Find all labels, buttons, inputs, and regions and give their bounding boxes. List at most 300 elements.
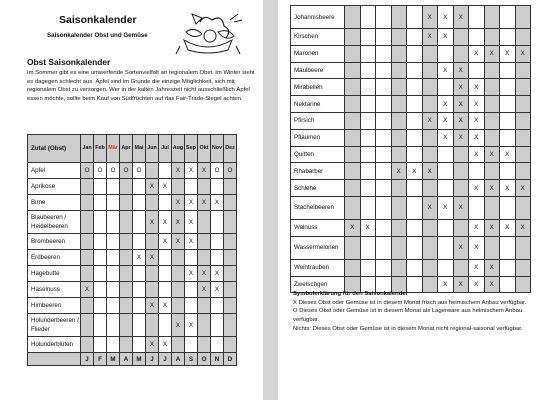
month-cell: X [391, 163, 407, 180]
month-cell [407, 79, 423, 96]
table-row [28, 250, 237, 266]
month-cell: X [453, 96, 469, 113]
month-cell: X [500, 146, 516, 163]
month-cell [107, 211, 120, 234]
month-cell [484, 62, 500, 79]
month-cell [438, 219, 454, 236]
month-cell: X [453, 112, 469, 129]
month-footer: S [185, 353, 198, 366]
month-cell [146, 163, 159, 179]
month-cell [484, 29, 500, 46]
month-cell: X [484, 180, 500, 197]
month-cell [360, 79, 376, 96]
month-cell [360, 62, 376, 79]
month-cell [407, 62, 423, 79]
month-cell: X [345, 219, 361, 236]
month-header: Jun [146, 135, 159, 163]
month-footer: D [224, 353, 237, 366]
month-cell: X [484, 219, 500, 236]
table-row [291, 112, 531, 129]
month-header: Sep [185, 135, 198, 163]
month-cell [172, 266, 185, 282]
fruit-name-cell: Schlehe [291, 180, 345, 197]
month-cell [345, 180, 361, 197]
month-cell [211, 250, 224, 266]
month-cell [345, 196, 361, 219]
month-cell: X [211, 195, 224, 211]
month-cell: X [422, 196, 438, 219]
table-row [291, 129, 531, 146]
month-cell [94, 298, 107, 314]
month-cell [515, 129, 531, 146]
fruit-name-cell: Pflaumen [291, 129, 345, 146]
month-cell [81, 234, 94, 250]
month-footer: O [198, 353, 211, 366]
footer-label-cell [28, 353, 81, 366]
month-cell [500, 196, 516, 219]
month-cell [94, 314, 107, 337]
month-cell: X [185, 266, 198, 282]
month-cell [107, 337, 120, 353]
month-cell [224, 195, 237, 211]
month-cell [172, 337, 185, 353]
month-cell [133, 211, 146, 234]
month-cell [422, 129, 438, 146]
month-cell [211, 179, 224, 195]
month-cell [120, 282, 133, 298]
month-cell [345, 236, 361, 259]
fruit-name-cell: Holunderblüten [28, 337, 81, 353]
table-row [291, 62, 531, 79]
month-cell [345, 146, 361, 163]
month-cell [453, 219, 469, 236]
month-cell: X [159, 298, 172, 314]
month-cell: X [469, 236, 485, 259]
month-cell [198, 250, 211, 266]
month-header: Dez [224, 135, 237, 163]
month-cell: X [159, 337, 172, 353]
month-cell [376, 196, 392, 219]
month-cell [133, 314, 146, 337]
month-cell [120, 179, 133, 195]
month-cell: X [422, 163, 438, 180]
month-cell: X [484, 259, 500, 276]
month-cell: X [198, 266, 211, 282]
month-cell [376, 146, 392, 163]
month-cell [185, 337, 198, 353]
month-cell [407, 45, 423, 62]
intro-paragraph: Im Sommer gibt es eine umwerfende Sortenvielfalt an regionalem Obst. Im Winter sieht es dagegen schlecht aus. Äpfel sind im Grunde die einzige Möglichkeit, sich mit regionalem Obst zu versorgen. Wer in der kalten Jahreszeit nicht ausschließlich Äpfel essen möchte, sollte beim Kauf von Südfrüchten auf das Fair-Trade-Siegel achten. [27, 70, 255, 102]
legend-title: Symbolerklärung für den Saisonkalender [293, 291, 408, 297]
month-cell [159, 195, 172, 211]
month-cell [360, 96, 376, 113]
month-cell [469, 6, 485, 29]
month-cell [133, 298, 146, 314]
month-cell [422, 146, 438, 163]
month-cell: X [146, 211, 159, 234]
month-cell [376, 29, 392, 46]
table-row [28, 163, 237, 179]
month-cell [198, 314, 211, 337]
month-cell [146, 282, 159, 298]
month-cell [146, 266, 159, 282]
month-cell [376, 6, 392, 29]
month-footer: F [94, 353, 107, 366]
month-cell [391, 6, 407, 29]
month-header: Apr [120, 135, 133, 163]
month-cell [133, 195, 146, 211]
month-cell [515, 29, 531, 46]
month-cell [107, 195, 120, 211]
table-row [291, 96, 531, 113]
month-cell [211, 211, 224, 234]
month-cell: X [453, 6, 469, 29]
month-cell: X [453, 276, 469, 293]
month-cell: X [185, 211, 198, 234]
month-cell [376, 62, 392, 79]
month-cell [224, 314, 237, 337]
month-cell [360, 163, 376, 180]
month-header: Mär [107, 135, 120, 163]
month-cell [515, 196, 531, 219]
month-cell [360, 112, 376, 129]
month-cell [345, 45, 361, 62]
month-cell [500, 6, 516, 29]
month-cell: X [453, 129, 469, 146]
month-cell [515, 236, 531, 259]
month-cell [345, 259, 361, 276]
month-cell: X [453, 196, 469, 219]
month-cell [107, 250, 120, 266]
month-cell: O [120, 163, 133, 179]
month-cell: X [172, 195, 185, 211]
legend [293, 290, 533, 334]
fruit-name-cell: Nektarine [291, 96, 345, 113]
month-cell [469, 196, 485, 219]
month-cell: X [198, 282, 211, 298]
month-cell [360, 29, 376, 46]
month-cell [81, 179, 94, 195]
month-cell: X [146, 337, 159, 353]
month-cell [407, 196, 423, 219]
month-cell [211, 314, 224, 337]
month-cell [120, 250, 133, 266]
month-cell [172, 179, 185, 195]
month-cell [211, 234, 224, 250]
month-cell [120, 337, 133, 353]
month-cell [198, 234, 211, 250]
month-header: Jul [159, 135, 172, 163]
month-cell: X [172, 211, 185, 234]
month-cell: X [469, 180, 485, 197]
fruit-name-cell: Wassermelonen [291, 236, 345, 259]
month-cell [120, 195, 133, 211]
month-cell [453, 259, 469, 276]
month-cell: O [107, 163, 120, 179]
table-row [291, 180, 531, 197]
month-cell [133, 266, 146, 282]
month-cell: X [484, 146, 500, 163]
month-cell: X [133, 250, 146, 266]
month-cell: X [469, 129, 485, 146]
month-cell [422, 236, 438, 259]
fruit-name-cell: Birne [28, 195, 81, 211]
month-cell [81, 195, 94, 211]
table-row [28, 298, 237, 314]
month-cell [94, 195, 107, 211]
fruit-name-cell: Blaubeeren / Heidelbeeren [28, 211, 81, 234]
month-cell [94, 337, 107, 353]
month-cell: X [438, 276, 454, 293]
month-cell [146, 195, 159, 211]
month-cell: X [360, 219, 376, 236]
legend-x-text: X Dieses Obst oder Gemüse ist in diesem Monat frisch aus heimischem Anbau verfügbar. [293, 299, 527, 306]
month-cell [345, 129, 361, 146]
month-header: Okt [198, 135, 211, 163]
fruit-name-cell: Quitten [291, 146, 345, 163]
month-cell [438, 45, 454, 62]
month-cell [224, 211, 237, 234]
month-cell [345, 163, 361, 180]
fruit-name-cell: Erdbeeren [28, 250, 81, 266]
month-cell [185, 250, 198, 266]
month-cell: O [224, 163, 237, 179]
month-cell [224, 266, 237, 282]
month-cell: X [172, 314, 185, 337]
month-cell: O [94, 163, 107, 179]
month-cell [515, 6, 531, 29]
month-cell: X [159, 211, 172, 234]
month-cell [391, 96, 407, 113]
month-cell: X [438, 112, 454, 129]
month-cell [453, 29, 469, 46]
month-cell [345, 96, 361, 113]
month-cell: X [422, 112, 438, 129]
month-cell: X [500, 45, 516, 62]
month-cell [500, 112, 516, 129]
month-cell [133, 179, 146, 195]
month-cell: O [81, 163, 94, 179]
month-cell [81, 211, 94, 234]
month-cell [360, 6, 376, 29]
right-page [278, 0, 544, 400]
month-cell [360, 180, 376, 197]
month-cell [453, 163, 469, 180]
month-cell [407, 6, 423, 29]
month-cell [407, 29, 423, 46]
month-cell [484, 112, 500, 129]
month-header: Feb [94, 135, 107, 163]
month-cell [407, 112, 423, 129]
month-cell: X [407, 163, 423, 180]
table-row [291, 219, 531, 236]
month-cell [360, 236, 376, 259]
month-cell [453, 146, 469, 163]
month-cell: X [185, 163, 198, 179]
month-cell: X [185, 314, 198, 337]
month-cell [484, 163, 500, 180]
month-cell [120, 314, 133, 337]
month-footer: A [120, 353, 133, 366]
month-cell: X [422, 6, 438, 29]
month-cell [391, 219, 407, 236]
fruit-name-cell: Mirabellen [291, 79, 345, 96]
month-cell [224, 298, 237, 314]
month-cell [391, 62, 407, 79]
month-cell [515, 146, 531, 163]
month-cell [81, 250, 94, 266]
month-cell: O [211, 163, 224, 179]
month-cell [159, 266, 172, 282]
page-title: Saisonkalender [59, 14, 137, 26]
month-cell [438, 146, 454, 163]
month-cell [120, 266, 133, 282]
month-cell [484, 129, 500, 146]
month-cell [94, 211, 107, 234]
fruit-name-cell: Pfirsich [291, 112, 345, 129]
month-cell [376, 79, 392, 96]
month-cell [484, 79, 500, 96]
month-cell [376, 96, 392, 113]
month-cell [345, 29, 361, 46]
month-cell [198, 337, 211, 353]
fruit-name-cell: Maulbeere [291, 62, 345, 79]
month-cell [515, 259, 531, 276]
table-row [291, 79, 531, 96]
fruit-name-cell: Brombeeren [28, 234, 81, 250]
month-cell [224, 234, 237, 250]
month-cell [376, 259, 392, 276]
fruit-name-cell: Haselnuss [28, 282, 81, 298]
month-cell [120, 211, 133, 234]
month-cell: X [469, 79, 485, 96]
month-cell [500, 236, 516, 259]
month-cell [407, 180, 423, 197]
month-cell [515, 79, 531, 96]
month-cell [376, 45, 392, 62]
month-cell [500, 62, 516, 79]
month-cell: X [198, 195, 211, 211]
month-cell [159, 314, 172, 337]
month-cell [94, 179, 107, 195]
month-cell [391, 129, 407, 146]
table-header-row [28, 135, 237, 163]
month-cell [345, 79, 361, 96]
month-cell [422, 62, 438, 79]
month-cell [185, 298, 198, 314]
month-cell [469, 29, 485, 46]
month-cell [376, 219, 392, 236]
month-cell: X [469, 276, 485, 293]
month-cell [500, 29, 516, 46]
legend-o-text: O Dieses Obst oder Gemüse ist in diesem Monat als Lagerware aus heimischem Anbau verfügbar. [293, 308, 523, 324]
month-cell [345, 62, 361, 79]
month-cell: X [438, 29, 454, 46]
month-cell [94, 234, 107, 250]
month-cell [391, 236, 407, 259]
month-cell [224, 282, 237, 298]
month-cell [376, 236, 392, 259]
table-row [291, 29, 531, 46]
month-cell [360, 45, 376, 62]
month-cell: X [453, 79, 469, 96]
month-cell [159, 250, 172, 266]
month-cell [515, 96, 531, 113]
month-cell [500, 259, 516, 276]
page-subtitle: Saisonkalender Obst und Gemüse [47, 32, 148, 39]
month-cell [107, 234, 120, 250]
month-cell [133, 282, 146, 298]
month-cell [453, 45, 469, 62]
table-row [28, 179, 237, 195]
month-cell: X [438, 96, 454, 113]
month-footer: A [172, 353, 185, 366]
month-cell: X [211, 282, 224, 298]
month-cell: X [469, 96, 485, 113]
month-cell: X [438, 6, 454, 29]
month-cell: X [146, 179, 159, 195]
month-cell: X [484, 276, 500, 293]
month-cell: X [159, 234, 172, 250]
month-cell [391, 180, 407, 197]
month-cell [391, 79, 407, 96]
month-cell [133, 234, 146, 250]
month-cell [422, 79, 438, 96]
table-row [28, 282, 237, 298]
month-cell [407, 259, 423, 276]
month-cell: X [515, 45, 531, 62]
month-cell [515, 163, 531, 180]
month-cell [391, 112, 407, 129]
month-cell [81, 314, 94, 337]
month-cell [345, 112, 361, 129]
month-cell [407, 146, 423, 163]
month-footer: M [107, 353, 120, 366]
month-cell [438, 259, 454, 276]
month-cell [172, 298, 185, 314]
month-footer: J [159, 353, 172, 366]
table-header-label: Zutat (Obst) [28, 135, 81, 163]
month-cell: X [211, 266, 224, 282]
month-cell: X [438, 129, 454, 146]
month-cell [500, 129, 516, 146]
month-cell: X [422, 29, 438, 46]
month-cell: X [172, 234, 185, 250]
month-cell: X [453, 236, 469, 259]
month-cell [422, 180, 438, 197]
month-footer: M [133, 353, 146, 366]
month-cell [81, 266, 94, 282]
month-cell [376, 129, 392, 146]
month-cell [515, 62, 531, 79]
season-table-right [290, 5, 531, 293]
table-row [28, 314, 237, 337]
month-cell [453, 180, 469, 197]
table-footer-row [28, 353, 237, 366]
month-cell [146, 234, 159, 250]
month-cell [159, 282, 172, 298]
month-cell: X [453, 62, 469, 79]
month-cell [360, 196, 376, 219]
month-cell [376, 163, 392, 180]
month-cell [376, 112, 392, 129]
month-footer: J [81, 353, 94, 366]
month-cell [185, 282, 198, 298]
month-cell [515, 112, 531, 129]
month-cell [107, 282, 120, 298]
month-cell [469, 163, 485, 180]
table-row [28, 266, 237, 282]
